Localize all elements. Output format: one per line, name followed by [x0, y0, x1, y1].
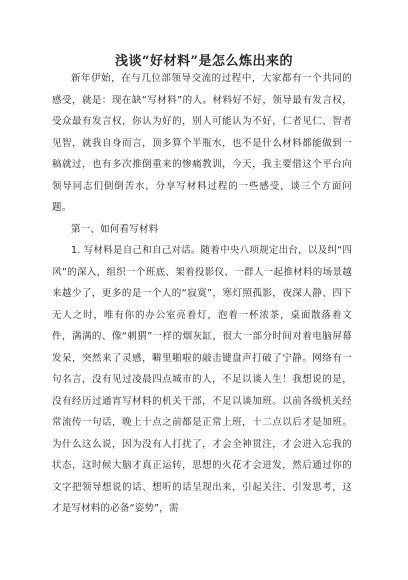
document-body [52, 68, 352, 520]
document-title: 浅谈“好材料”是怎么炼出来的 [115, 54, 293, 69]
point-one-paragraph: 1. 写材料是自己和自己对话。随着中央八项规定出台，以及纠“四风”的深入，组织一个班底、架着投影仪、一群人一起推材料的场景越来越少了，更多的是一个人的“寂寞”，寒灯照孤影，夜深人静、四下无人之时，唯有你的办公室亮着灯，泡着一杯浓茶，桌面散落着文件，满满的、像“刺猬”一样的烟灰缸，很大一部分时间对着电脑屏幕发呆，突然来了灵感，噼里啪啦的敲击键盘声打破了宁静。网络有一句名言，没有见过凌晨四点城市的人，不足以谈人生！我想说的是，没有经历过通宵写材料的机关干部，不足以谈加班。以前各级机关经常流传一句话，晚上十点之前都是正常上班，十二点以后才是加班。为什么这么说，因为没有人打扰了，才会全神贯注，才会进入忘我的状态，这时候大脑才真正运转，思想的火花才会迸发，然后通过你的文字把领导想说的话、想听的话呈现出来，引起关注、引发思考，这才是写材料的必备“姿势”，需 [52, 245, 352, 514]
section-heading: 第一、如何看写材料 [71, 223, 159, 235]
intro-paragraph: 新年伊始，在与几位部领导交流的过程中，大家都有一个共同的感受，就是：现在缺“写材料”的人。材料好不好，领导最有发言权，受众最有发言权，你认为好的，别人可能认为不好，仁者见仁、智者见智，就我自身而言，顶多算个半瓶水，也不是什么材料都能做到一稿就过，也有多次推倒重来的惨痛教训，今天，我主要借这个平台向领导同志们倒倒苦水，分享写材料过程的一些感受，谈三个方面问题。 [52, 73, 352, 213]
